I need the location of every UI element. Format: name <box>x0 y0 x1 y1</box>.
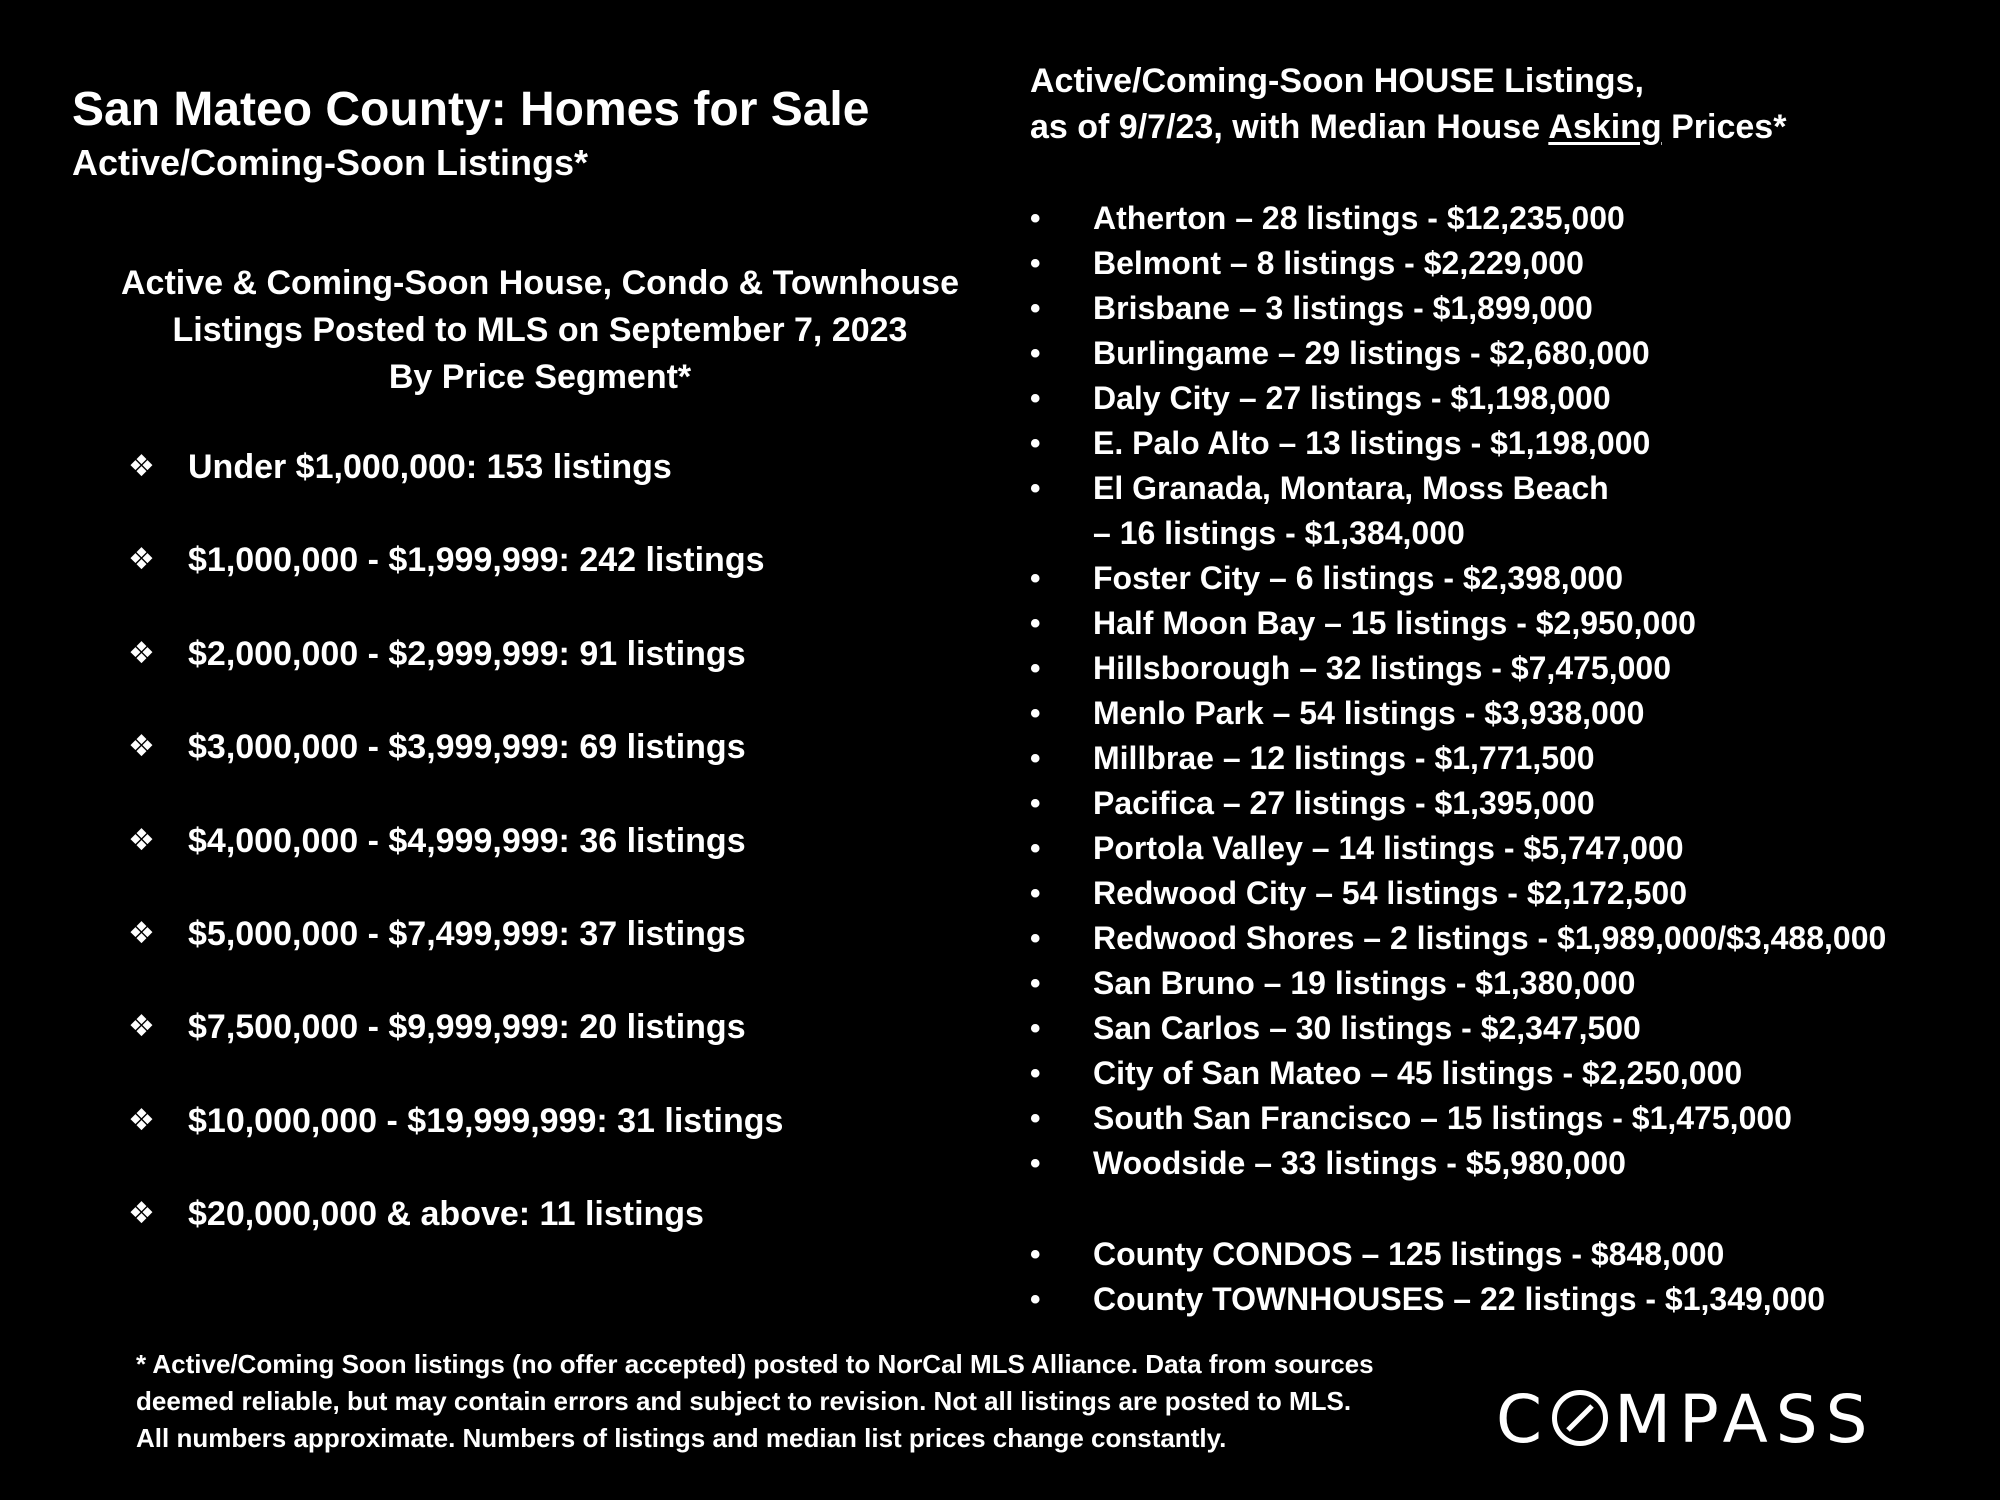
logo-text-start: C <box>1496 1381 1551 1458</box>
bullet-icon: • <box>1030 652 1041 685</box>
diamond-bullet-icon: ❖ <box>128 1197 155 1231</box>
bullet-icon: • <box>1030 922 1041 955</box>
price-segment-item <box>128 1004 783 1097</box>
price-segment-heading <box>100 260 980 401</box>
price-segment-item <box>128 444 783 537</box>
bullet-icon: • <box>1030 1283 1041 1316</box>
city-listing-text: South San Francisco – 15 listings - $1,475,000 <box>1093 1100 1792 1136</box>
city-listing-text: Burlingame – 29 listings - $2,680,000 <box>1093 335 1650 371</box>
bullet-icon: • <box>1030 247 1041 280</box>
city-listing-text: Portola Valley – 14 listings - $5,747,000 <box>1093 830 1684 866</box>
bullet-icon: • <box>1030 742 1041 775</box>
city-listing-text: Foster City – 6 listings - $2,398,000 <box>1093 560 1624 596</box>
city-listing-item <box>1030 196 1886 241</box>
price-segment-text: $4,000,000 - $4,999,999: 36 listings <box>188 821 746 860</box>
county-listing-item <box>1030 1232 1825 1277</box>
city-listing-item <box>1030 421 1886 466</box>
diamond-bullet-icon: ❖ <box>128 450 155 483</box>
bullet-icon: • <box>1030 832 1041 865</box>
diamond-bullet-icon: ❖ <box>128 823 155 857</box>
city-listing-item <box>1030 1051 1886 1096</box>
price-segment-text: $2,000,000 - $2,999,999: 91 listings <box>188 634 746 673</box>
heading-text: as of 9/7/23, with Median House <box>1030 108 1549 146</box>
price-segment-heading-line: Listings Posted to MLS on September 7, 2023 <box>172 311 908 349</box>
bullet-icon: • <box>1030 607 1041 640</box>
diamond-bullet-icon: ❖ <box>128 636 155 670</box>
footnote <box>136 1346 1374 1457</box>
bullet-icon: • <box>1030 1147 1041 1180</box>
heading-text: Prices* <box>1661 108 1787 146</box>
price-segment-text: $3,000,000 - $3,999,999: 69 listings <box>188 728 746 767</box>
price-segment-item <box>128 818 783 911</box>
page-title: San Mateo County: Homes for Sale <box>72 83 870 136</box>
price-segment-item <box>128 1098 783 1191</box>
city-listing-text: Millbrae – 12 listings - $1,771,500 <box>1093 740 1595 776</box>
city-listing-item <box>1030 286 1886 331</box>
bullet-icon: • <box>1030 382 1041 415</box>
city-listing-item <box>1030 736 1886 781</box>
city-listing-text: Half Moon Bay – 15 listings - $2,950,000 <box>1093 605 1696 641</box>
county-listing-text: County TOWNHOUSES – 22 listings - $1,349,000 <box>1093 1281 1826 1317</box>
city-listing-item <box>1030 961 1886 1006</box>
city-listing-item <box>1030 466 1886 511</box>
county-listings-list <box>1030 1232 1825 1322</box>
price-segment-text: $20,000,000 & above: 11 listings <box>188 1195 704 1234</box>
diamond-bullet-icon: ❖ <box>128 1103 155 1137</box>
price-segment-list <box>128 444 783 1285</box>
price-segment-text: $1,000,000 - $1,999,999: 242 listings <box>188 541 765 580</box>
city-listing-text: E. Palo Alto – 13 listings - $1,198,000 <box>1093 425 1651 461</box>
city-listing-item <box>1030 1141 1886 1186</box>
bullet-icon: • <box>1030 202 1041 235</box>
house-listings-heading-line <box>1030 104 1786 150</box>
house-listings-heading <box>1030 58 1786 150</box>
bullet-icon: • <box>1030 877 1041 910</box>
city-listing-text: City of San Mateo – 45 listings - $2,250,000 <box>1093 1055 1743 1091</box>
diamond-bullet-icon: ❖ <box>128 543 155 577</box>
city-listing-text: El Granada, Montara, Moss Beach <box>1093 470 1609 506</box>
city-listing-continuation: – 16 listings - $1,384,000 <box>1093 515 1465 551</box>
bullet-icon: • <box>1030 337 1041 370</box>
city-listing-item <box>1030 331 1886 376</box>
city-listing-item <box>1030 601 1886 646</box>
city-listing-item <box>1030 241 1886 286</box>
city-listing-item <box>1030 646 1886 691</box>
city-listing-text: Redwood City – 54 listings - $2,172,500 <box>1093 875 1687 911</box>
footnote-line: All numbers approximate. Numbers of listings and median list prices change constantly. <box>136 1423 1227 1453</box>
bullet-icon: • <box>1030 1102 1041 1135</box>
footnote-line: * Active/Coming Soon listings (no offer accepted) posted to NorCal MLS Alliance. Data from sources <box>136 1349 1374 1379</box>
price-segment-item <box>128 911 783 1004</box>
city-listing-item <box>1030 1096 1886 1141</box>
logo-text-end: MPASS <box>1614 1381 1876 1458</box>
page-subtitle: Active/Coming-Soon Listings* <box>72 142 589 183</box>
county-listing-item <box>1030 1277 1825 1322</box>
diamond-bullet-icon: ❖ <box>128 730 155 764</box>
city-listing-text: Brisbane – 3 listings - $1,899,000 <box>1093 290 1593 326</box>
city-listing-text: San Bruno – 19 listings - $1,380,000 <box>1093 965 1636 1001</box>
price-segment-text: $7,500,000 - $9,999,999: 20 listings <box>188 1008 746 1047</box>
city-listing-text: Pacifica – 27 listings - $1,395,000 <box>1093 785 1595 821</box>
price-segment-item <box>128 537 783 630</box>
price-segment-text: Under $1,000,000: 153 listings <box>188 448 672 486</box>
city-listing-item <box>1030 781 1886 826</box>
city-listing-item <box>1030 916 1886 961</box>
price-segment-item <box>128 631 783 724</box>
city-listing-text: Belmont – 8 listings - $2,229,000 <box>1093 245 1584 281</box>
house-listings-heading-line: Active/Coming-Soon HOUSE Listings, <box>1030 62 1644 100</box>
bullet-icon: • <box>1030 967 1041 1000</box>
bullet-icon: • <box>1030 472 1041 505</box>
city-listing-text: Menlo Park – 54 listings - $3,938,000 <box>1093 695 1645 731</box>
price-segment-text: $5,000,000 - $7,499,999: 37 listings <box>188 914 746 953</box>
logo-o-compass-icon <box>1552 1390 1608 1446</box>
city-listing-text: Atherton – 28 listings - $12,235,000 <box>1093 200 1625 236</box>
bullet-icon: • <box>1030 427 1041 460</box>
county-listing-text: County CONDOS – 125 listings - $848,000 <box>1093 1236 1725 1272</box>
bullet-icon: • <box>1030 1057 1041 1090</box>
price-segment-heading-line: By Price Segment* <box>388 358 692 396</box>
bullet-icon: • <box>1030 292 1041 325</box>
city-listing-text: Daly City – 27 listings - $1,198,000 <box>1093 380 1611 416</box>
bullet-icon: • <box>1030 1238 1041 1271</box>
city-listing-item <box>1030 871 1886 916</box>
price-segment-item <box>128 1191 783 1284</box>
city-listing-text: San Carlos – 30 listings - $2,347,500 <box>1093 1010 1641 1046</box>
asking-underlined-word: Asking <box>1548 108 1662 146</box>
city-listing-item <box>1030 691 1886 736</box>
compass-logo <box>1496 1381 1876 1458</box>
bullet-icon: • <box>1030 697 1041 730</box>
bullet-icon: • <box>1030 787 1041 820</box>
diamond-bullet-icon: ❖ <box>128 1010 155 1044</box>
price-segment-text: $10,000,000 - $19,999,999: 31 listings <box>188 1101 784 1140</box>
footnote-line: deemed reliable, but may contain errors and subject to revision. Not all listings are posted to MLS. <box>136 1386 1352 1416</box>
bullet-icon: • <box>1030 1012 1041 1045</box>
city-listings-list <box>1030 196 1886 1186</box>
price-segment-heading-line: Active & Coming-Soon House, Condo & Townhouse <box>120 264 959 302</box>
city-listing-item <box>1030 1006 1886 1051</box>
city-listing-text: Woodside – 33 listings - $5,980,000 <box>1093 1145 1626 1181</box>
city-listing-text: Redwood Shores – 2 listings - $1,989,000/$3,488,000 <box>1093 920 1887 956</box>
bullet-icon: • <box>1030 562 1041 595</box>
city-listing-item <box>1030 556 1886 601</box>
city-listing-text: Hillsborough – 32 listings - $7,475,000 <box>1093 650 1671 686</box>
city-listing-item <box>1030 376 1886 421</box>
city-listing-item <box>1030 826 1886 871</box>
diamond-bullet-icon: ❖ <box>128 916 155 950</box>
price-segment-item <box>128 724 783 817</box>
